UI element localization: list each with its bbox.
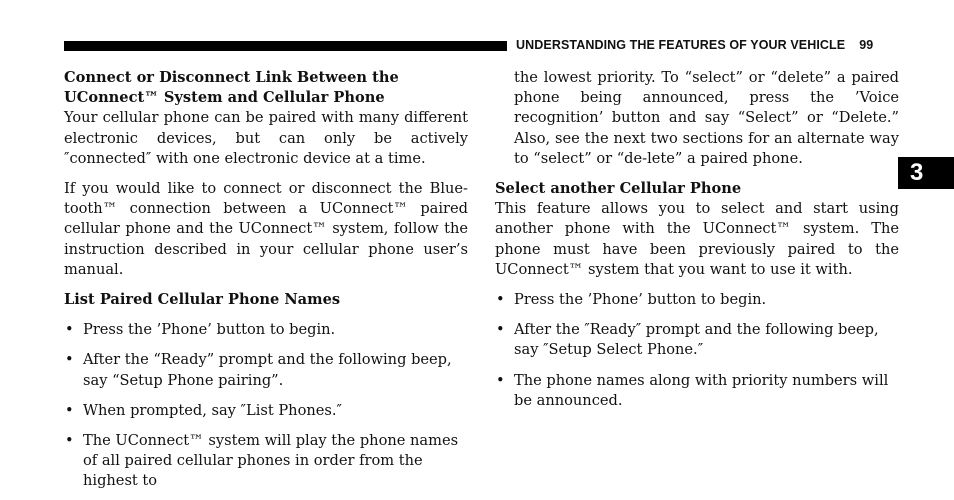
- list-item: • When prompted, say ″List Phones.″: [65, 401, 342, 419]
- paragraph-select-phone: This feature allows you to select and start using another phone with the UConnect™ system. The phone must have been previously paired to the UConnect™ system that you want to use it with.: [495, 200, 899, 278]
- section-heading-select-phone: Select another Cellular Phone: [495, 180, 742, 198]
- list-item: • The phone names along with priority numbers will be announced.: [496, 371, 889, 409]
- paragraph-bluetooth: If you would like to connect or disconnect the Blue-tooth™ connection between a UConnect™ paired cellular phone and the UConnect™ system, follow the instruction described in your cellular phone user’s manual.: [64, 180, 468, 278]
- list-item: • Press the ’Phone’ button to begin.: [65, 321, 336, 339]
- running-head: [516, 38, 900, 52]
- bullet-list-right: [495, 290, 899, 411]
- list-item: • After the ″Ready″ prompt and the following beep, say ″Setup Select Phone.″: [496, 321, 879, 359]
- section-heading-list-phones: List Paired Cellular Phone Names: [64, 291, 341, 309]
- right-column: [495, 68, 899, 411]
- chapter-tab: 3: [898, 157, 954, 189]
- left-column: [64, 68, 468, 492]
- list-item: • After the “Ready” prompt and the following beep, say “Setup Phone pairing”.: [65, 351, 452, 389]
- running-title: UNDERSTANDING THE FEATURES OF YOUR VEHICLE: [516, 38, 846, 52]
- paragraph-connect: Your cellular phone can be paired with many different electronic devices, but can only be actively ″connected″ with one electronic device at a time.: [64, 109, 468, 167]
- section-heading-connect: Connect or Disconnect Link Between the UConnect™ System and Cellular Phone: [64, 69, 399, 107]
- paragraph-continued: the lowest priority. To “select” or “delete” a paired phone being announced, press the ’Voice recognition’ button and say “Select” or “Delete.” Also, see the next two sections for an alternate way to “select” or “de-lete” a paired phone.: [514, 69, 899, 167]
- list-item: • Press the ’Phone’ button to begin.: [496, 291, 767, 309]
- bullet-list-left: [64, 320, 468, 491]
- page-number: 99: [859, 38, 874, 52]
- header-rule: [64, 41, 507, 51]
- list-item: • The UConnect™ system will play the phone names of all paired cellular phones in order from the highest to: [65, 432, 459, 490]
